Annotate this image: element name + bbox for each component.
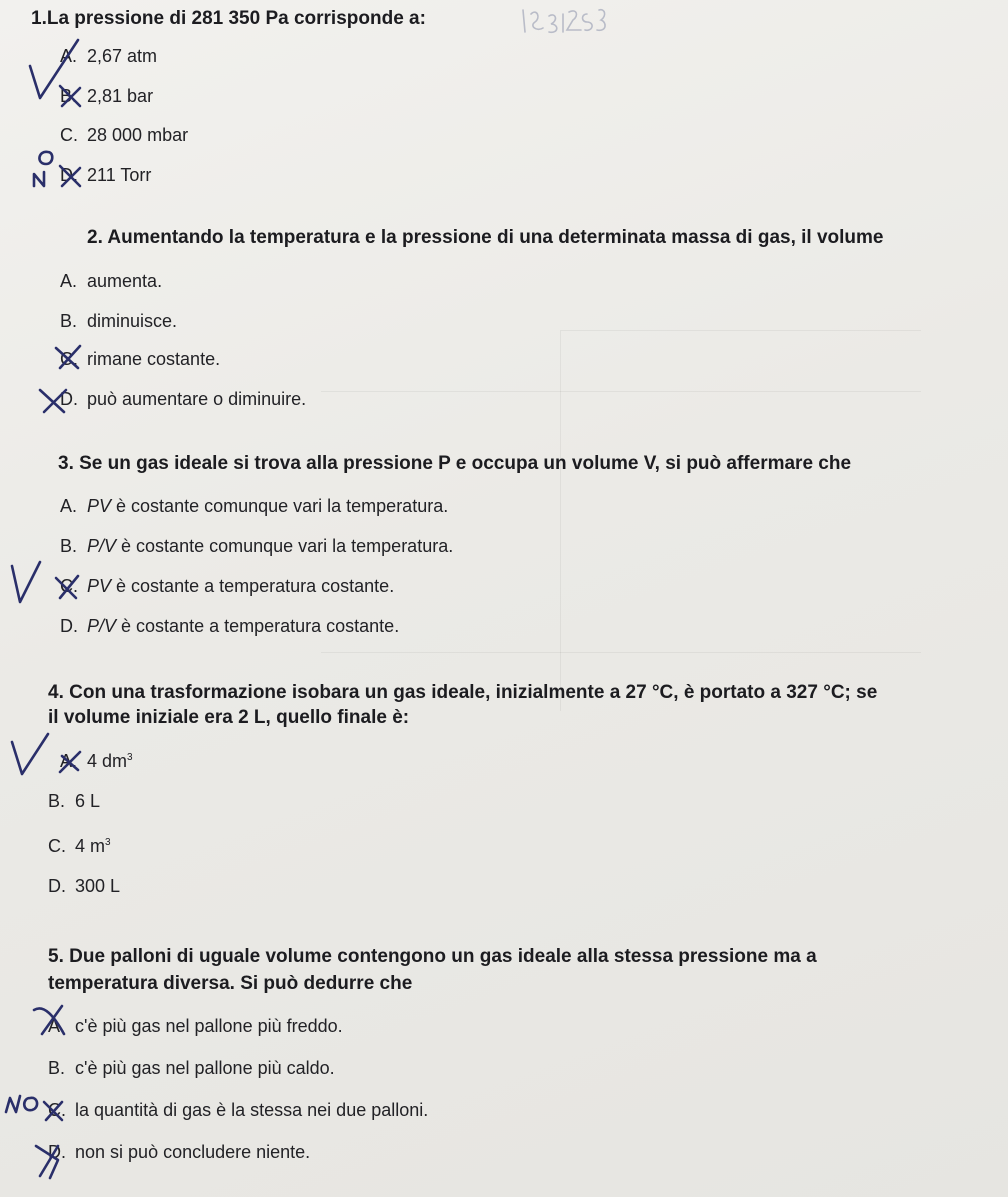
handwritten-no-note bbox=[2, 1090, 46, 1120]
check-mark-icon bbox=[8, 728, 52, 780]
q5-option-c bbox=[48, 1099, 428, 1121]
q3-option-c bbox=[60, 575, 394, 597]
option-text: è costante comunque vari la temperatura. bbox=[111, 496, 449, 516]
q5-option-a bbox=[48, 1015, 343, 1037]
question-2-title: 2. Aumentando la temperatura e la pressione di una determinata massa di gas, il volume bbox=[87, 227, 884, 248]
option-expression: P/V bbox=[87, 536, 117, 556]
q5-option-b bbox=[48, 1057, 335, 1079]
q3-option-b bbox=[60, 535, 453, 557]
option-text: 4 m bbox=[75, 836, 106, 856]
option-superscript: 3 bbox=[127, 752, 133, 763]
option-text: è costante comunque vari la temperatura. bbox=[116, 536, 454, 556]
option-letter: B. bbox=[60, 311, 78, 331]
option-text: aumenta. bbox=[87, 271, 163, 291]
q1-option-d bbox=[60, 164, 151, 186]
option-letter: D. bbox=[48, 1142, 66, 1162]
option-letter: A. bbox=[60, 751, 78, 771]
q1-option-c bbox=[60, 124, 188, 146]
option-letter: D. bbox=[60, 165, 78, 185]
handwritten-number-181325 bbox=[515, 0, 625, 40]
question-4-title-line-2: il volume iniziale era 2 L, quello finale è: bbox=[48, 707, 410, 728]
q2-option-c bbox=[60, 348, 220, 370]
option-text: 28 000 mbar bbox=[87, 125, 189, 145]
option-text: la quantità di gas è la stessa nei due palloni. bbox=[75, 1100, 429, 1120]
question-1-title: 1.La pressione di 281 350 Pa corrisponde a: bbox=[31, 8, 426, 29]
option-text: c'è più gas nel pallone più caldo. bbox=[75, 1058, 335, 1078]
option-letter: B. bbox=[60, 86, 78, 106]
option-letter: C. bbox=[60, 349, 78, 369]
q2-option-a bbox=[60, 270, 162, 292]
option-letter: B. bbox=[60, 536, 78, 556]
q2-option-d bbox=[60, 388, 306, 410]
option-letter: C. bbox=[60, 576, 78, 596]
option-text: 6 L bbox=[75, 791, 101, 811]
option-letter: A. bbox=[60, 271, 78, 291]
question-5-title-line-1: 5. Due palloni di uguale volume contengono un gas ideale alla stessa pressione ma a bbox=[48, 946, 817, 967]
q2-option-b bbox=[60, 310, 177, 332]
option-letter: D. bbox=[60, 389, 78, 409]
option-expression: PV bbox=[87, 496, 112, 516]
q4-option-b bbox=[48, 790, 100, 812]
q1-option-b bbox=[60, 85, 153, 107]
option-expression: PV bbox=[87, 576, 112, 596]
option-text: 211 Torr bbox=[87, 165, 152, 185]
check-mark-icon bbox=[8, 558, 44, 608]
q4-option-c bbox=[48, 835, 111, 857]
handwritten-no-note bbox=[28, 146, 58, 192]
option-text: non si può concludere niente. bbox=[75, 1142, 311, 1162]
option-text: 4 dm bbox=[87, 751, 128, 771]
option-text: 2,67 atm bbox=[87, 46, 158, 66]
option-letter: C. bbox=[60, 125, 78, 145]
option-text: è costante a temperatura costante. bbox=[111, 576, 395, 596]
option-letter: A. bbox=[60, 46, 78, 66]
option-text: diminuisce. bbox=[87, 311, 178, 331]
q3-option-d bbox=[60, 615, 399, 637]
question-3-title: 3. Se un gas ideale si trova alla pressione P e occupa un volume V, si può affermare che bbox=[58, 453, 852, 474]
q1-option-a bbox=[60, 45, 157, 67]
q3-option-a bbox=[60, 495, 448, 517]
option-text: rimane costante. bbox=[87, 349, 221, 369]
option-text: 300 L bbox=[75, 876, 121, 896]
option-letter: B. bbox=[48, 791, 66, 811]
q4-option-a bbox=[60, 750, 133, 772]
option-letter: D. bbox=[48, 876, 66, 896]
option-letter: D. bbox=[60, 616, 78, 636]
option-letter: C. bbox=[48, 836, 66, 856]
option-text: può aumentare o diminuire. bbox=[87, 389, 307, 409]
option-superscript: 3 bbox=[105, 837, 111, 848]
option-text: c'è più gas nel pallone più freddo. bbox=[75, 1016, 343, 1036]
q5-option-d bbox=[48, 1141, 310, 1163]
question-5-title-line-2: temperatura diversa. Si può dedurre che bbox=[48, 973, 413, 994]
option-expression: P/V bbox=[87, 616, 117, 636]
option-text: 2,81 bar bbox=[87, 86, 154, 106]
show-through-lines bbox=[560, 330, 921, 711]
option-letter: A. bbox=[48, 1016, 66, 1036]
q4-option-d bbox=[48, 875, 120, 897]
option-letter: C. bbox=[48, 1100, 66, 1120]
question-4-title-line-1: 4. Con una trasformazione isobara un gas ideale, inizialmente a 27 °C, è portato a 327 °C; se bbox=[48, 682, 878, 703]
option-letter: B. bbox=[48, 1058, 66, 1078]
option-text: è costante a temperatura costante. bbox=[116, 616, 400, 636]
option-letter: A. bbox=[60, 496, 78, 516]
